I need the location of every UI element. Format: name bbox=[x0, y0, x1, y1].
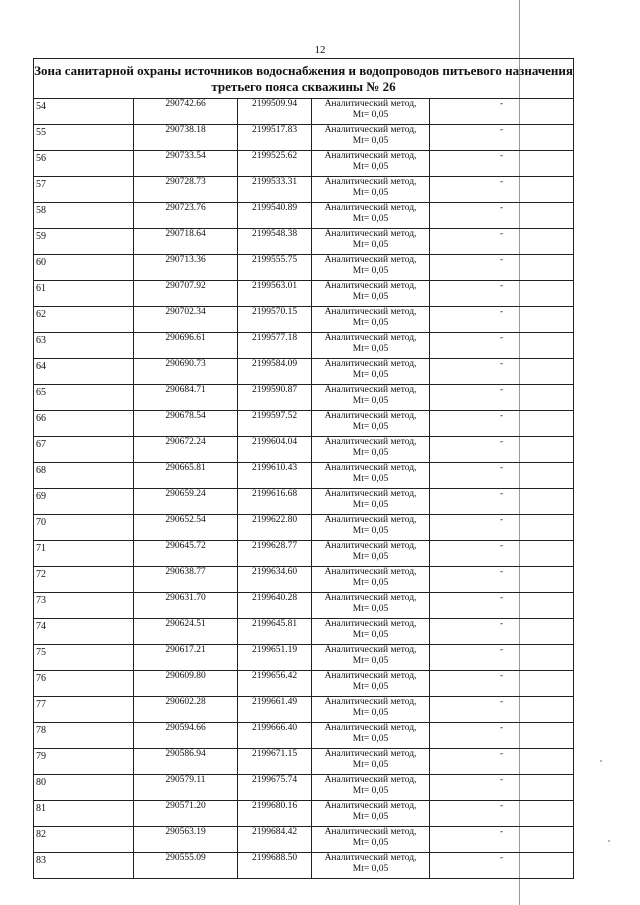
point-number: 54 bbox=[34, 99, 134, 125]
scan-speck bbox=[600, 760, 602, 762]
point-number: 60 bbox=[34, 255, 134, 281]
table-row bbox=[34, 723, 574, 749]
accuracy-text: Mt= 0,05 bbox=[352, 760, 389, 770]
coordinate-y: 2199684.42 bbox=[238, 827, 312, 853]
coordinate-y: 2199680.16 bbox=[238, 801, 312, 827]
coordinate-x: 290563.19 bbox=[134, 827, 238, 853]
coordinate-x: 290579.11 bbox=[134, 775, 238, 801]
coordinate-x: 290638.77 bbox=[134, 567, 238, 593]
coordinate-y: 2199610.43 bbox=[238, 463, 312, 489]
method-cell bbox=[312, 801, 430, 827]
coordinate-y: 2199675.74 bbox=[238, 775, 312, 801]
method-cell bbox=[312, 125, 430, 151]
method-cell bbox=[312, 697, 430, 723]
coordinate-y: 2199628.77 bbox=[238, 541, 312, 567]
note-cell: - bbox=[430, 463, 574, 489]
coordinate-y: 2199688.50 bbox=[238, 853, 312, 879]
note-cell: - bbox=[430, 541, 574, 567]
point-number: 58 bbox=[34, 203, 134, 229]
method-cell bbox=[312, 541, 430, 567]
method-cell bbox=[312, 723, 430, 749]
point-number: 57 bbox=[34, 177, 134, 203]
note-cell: - bbox=[430, 281, 574, 307]
accuracy-text: Mt= 0,05 bbox=[352, 344, 389, 354]
method-text: Аналитический метод, bbox=[324, 801, 417, 811]
coordinate-y: 2199517.83 bbox=[238, 125, 312, 151]
method-text: Аналитический метод, bbox=[324, 229, 417, 239]
note-cell: - bbox=[430, 203, 574, 229]
coordinates-table bbox=[33, 58, 574, 879]
note-cell: - bbox=[430, 723, 574, 749]
coordinate-y: 2199509.94 bbox=[238, 99, 312, 125]
table-row bbox=[34, 203, 574, 229]
method-text: Аналитический метод, bbox=[324, 723, 417, 733]
table-row bbox=[34, 671, 574, 697]
method-cell bbox=[312, 567, 430, 593]
coordinate-x: 290718.64 bbox=[134, 229, 238, 255]
coordinate-x: 290624.51 bbox=[134, 619, 238, 645]
method-text: Аналитический метод, bbox=[324, 645, 417, 655]
table-row bbox=[34, 229, 574, 255]
coordinate-x: 290594.66 bbox=[134, 723, 238, 749]
accuracy-text: Mt= 0,05 bbox=[352, 396, 389, 406]
note-cell: - bbox=[430, 853, 574, 879]
coordinate-y: 2199597.52 bbox=[238, 411, 312, 437]
method-text: Аналитический метод, bbox=[324, 151, 417, 161]
accuracy-text: Mt= 0,05 bbox=[352, 266, 389, 276]
table-row bbox=[34, 697, 574, 723]
coordinate-x: 290684.71 bbox=[134, 385, 238, 411]
coordinate-x: 290672.24 bbox=[134, 437, 238, 463]
method-cell bbox=[312, 645, 430, 671]
point-number: 79 bbox=[34, 749, 134, 775]
point-number: 75 bbox=[34, 645, 134, 671]
accuracy-text: Mt= 0,05 bbox=[352, 838, 389, 848]
accuracy-text: Mt= 0,05 bbox=[352, 422, 389, 432]
method-cell bbox=[312, 255, 430, 281]
note-cell: - bbox=[430, 619, 574, 645]
coordinate-y: 2199604.04 bbox=[238, 437, 312, 463]
coordinate-y: 2199661.49 bbox=[238, 697, 312, 723]
coordinate-x: 290678.54 bbox=[134, 411, 238, 437]
coordinate-y: 2199640.28 bbox=[238, 593, 312, 619]
coordinate-y: 2199634.60 bbox=[238, 567, 312, 593]
coordinate-y: 2199651.19 bbox=[238, 645, 312, 671]
accuracy-text: Mt= 0,05 bbox=[352, 240, 389, 250]
method-text: Аналитический метод, bbox=[324, 203, 417, 213]
point-number: 69 bbox=[34, 489, 134, 515]
note-cell: - bbox=[430, 307, 574, 333]
coordinate-y: 2199656.42 bbox=[238, 671, 312, 697]
coordinate-y: 2199570.15 bbox=[238, 307, 312, 333]
accuracy-text: Mt= 0,05 bbox=[352, 630, 389, 640]
method-text: Аналитический метод, bbox=[324, 671, 417, 681]
coordinate-x: 290707.92 bbox=[134, 281, 238, 307]
method-text: Аналитический метод, bbox=[324, 697, 417, 707]
coordinate-x: 290631.70 bbox=[134, 593, 238, 619]
method-cell bbox=[312, 229, 430, 255]
method-cell bbox=[312, 619, 430, 645]
accuracy-text: Mt= 0,05 bbox=[352, 786, 389, 796]
method-text: Аналитический метод, bbox=[324, 463, 417, 473]
accuracy-text: Mt= 0,05 bbox=[352, 474, 389, 484]
table-row bbox=[34, 775, 574, 801]
method-cell bbox=[312, 359, 430, 385]
note-cell: - bbox=[430, 359, 574, 385]
note-cell: - bbox=[430, 515, 574, 541]
point-number: 73 bbox=[34, 593, 134, 619]
point-number: 63 bbox=[34, 333, 134, 359]
coordinate-y: 2199577.18 bbox=[238, 333, 312, 359]
accuracy-text: Mt= 0,05 bbox=[352, 864, 389, 874]
coordinate-x: 290723.76 bbox=[134, 203, 238, 229]
table-row bbox=[34, 437, 574, 463]
accuracy-text: Mt= 0,05 bbox=[352, 500, 389, 510]
point-number: 78 bbox=[34, 723, 134, 749]
accuracy-text: Mt= 0,05 bbox=[352, 708, 389, 718]
point-number: 59 bbox=[34, 229, 134, 255]
point-number: 67 bbox=[34, 437, 134, 463]
note-cell: - bbox=[430, 333, 574, 359]
method-cell bbox=[312, 99, 430, 125]
table-row bbox=[34, 333, 574, 359]
point-number: 64 bbox=[34, 359, 134, 385]
method-cell bbox=[312, 151, 430, 177]
point-number: 61 bbox=[34, 281, 134, 307]
method-text: Аналитический метод, bbox=[324, 541, 417, 551]
method-text: Аналитический метод, bbox=[324, 567, 417, 577]
point-number: 72 bbox=[34, 567, 134, 593]
accuracy-text: Mt= 0,05 bbox=[352, 526, 389, 536]
coordinate-x: 290652.54 bbox=[134, 515, 238, 541]
table-row bbox=[34, 853, 574, 879]
note-cell: - bbox=[430, 125, 574, 151]
coordinate-x: 290738.18 bbox=[134, 125, 238, 151]
method-text: Аналитический метод, bbox=[324, 177, 417, 187]
table-row bbox=[34, 307, 574, 333]
coordinate-y: 2199563.01 bbox=[238, 281, 312, 307]
method-text: Аналитический метод, bbox=[324, 385, 417, 395]
accuracy-text: Mt= 0,05 bbox=[352, 682, 389, 692]
accuracy-text: Mt= 0,05 bbox=[352, 552, 389, 562]
point-number: 56 bbox=[34, 151, 134, 177]
coordinate-y: 2199555.75 bbox=[238, 255, 312, 281]
table-row bbox=[34, 515, 574, 541]
table-row bbox=[34, 411, 574, 437]
table-row bbox=[34, 359, 574, 385]
note-cell: - bbox=[430, 749, 574, 775]
note-cell: - bbox=[430, 437, 574, 463]
accuracy-text: Mt= 0,05 bbox=[352, 448, 389, 458]
method-text: Аналитический метод, bbox=[324, 593, 417, 603]
table-row bbox=[34, 151, 574, 177]
note-cell: - bbox=[430, 151, 574, 177]
page-number: 12 bbox=[314, 44, 326, 56]
note-cell: - bbox=[430, 99, 574, 125]
coordinate-y: 2199616.68 bbox=[238, 489, 312, 515]
method-cell bbox=[312, 671, 430, 697]
point-number: 74 bbox=[34, 619, 134, 645]
method-cell bbox=[312, 515, 430, 541]
accuracy-text: Mt= 0,05 bbox=[352, 318, 389, 328]
method-cell bbox=[312, 437, 430, 463]
method-text: Аналитический метод, bbox=[324, 281, 417, 291]
point-number: 71 bbox=[34, 541, 134, 567]
note-cell: - bbox=[430, 229, 574, 255]
coordinate-x: 290602.28 bbox=[134, 697, 238, 723]
coordinate-x: 290571.20 bbox=[134, 801, 238, 827]
accuracy-text: Mt= 0,05 bbox=[352, 110, 389, 120]
method-cell bbox=[312, 203, 430, 229]
coordinate-x: 290659.24 bbox=[134, 489, 238, 515]
accuracy-text: Mt= 0,05 bbox=[352, 734, 389, 744]
note-cell: - bbox=[430, 801, 574, 827]
point-number: 81 bbox=[34, 801, 134, 827]
table-row bbox=[34, 463, 574, 489]
accuracy-text: Mt= 0,05 bbox=[352, 292, 389, 302]
coordinate-x: 290702.34 bbox=[134, 307, 238, 333]
note-cell: - bbox=[430, 671, 574, 697]
table-row bbox=[34, 749, 574, 775]
accuracy-text: Mt= 0,05 bbox=[352, 370, 389, 380]
note-cell: - bbox=[430, 411, 574, 437]
coordinate-x: 290742.66 bbox=[134, 99, 238, 125]
coordinate-y: 2199590.87 bbox=[238, 385, 312, 411]
method-cell bbox=[312, 749, 430, 775]
table-row bbox=[34, 125, 574, 151]
table-row bbox=[34, 541, 574, 567]
table-row bbox=[34, 99, 574, 125]
point-number: 76 bbox=[34, 671, 134, 697]
table-row bbox=[34, 567, 574, 593]
note-cell: - bbox=[430, 385, 574, 411]
point-number: 77 bbox=[34, 697, 134, 723]
coordinate-x: 290665.81 bbox=[134, 463, 238, 489]
note-cell: - bbox=[430, 645, 574, 671]
method-cell bbox=[312, 489, 430, 515]
note-cell: - bbox=[430, 567, 574, 593]
accuracy-text: Mt= 0,05 bbox=[352, 162, 389, 172]
method-text: Аналитический метод, bbox=[324, 853, 417, 863]
table-title-row bbox=[34, 59, 574, 99]
method-cell bbox=[312, 411, 430, 437]
table-row bbox=[34, 827, 574, 853]
accuracy-text: Mt= 0,05 bbox=[352, 604, 389, 614]
point-number: 65 bbox=[34, 385, 134, 411]
coordinate-x: 290555.09 bbox=[134, 853, 238, 879]
note-cell: - bbox=[430, 775, 574, 801]
method-text: Аналитический метод, bbox=[324, 125, 417, 135]
method-text: Аналитический метод, bbox=[324, 749, 417, 759]
table-row bbox=[34, 281, 574, 307]
point-number: 55 bbox=[34, 125, 134, 151]
method-text: Аналитический метод, bbox=[324, 307, 417, 317]
accuracy-text: Mt= 0,05 bbox=[352, 656, 389, 666]
method-cell bbox=[312, 307, 430, 333]
table-title: Зона санитарной охраны источников водоснабжения и водопроводов питьевого назначения третьего пояса скважины № 26 bbox=[34, 59, 574, 99]
method-cell bbox=[312, 827, 430, 853]
point-number: 83 bbox=[34, 853, 134, 879]
table-row bbox=[34, 645, 574, 671]
accuracy-text: Mt= 0,05 bbox=[352, 188, 389, 198]
point-number: 70 bbox=[34, 515, 134, 541]
coordinate-y: 2199622.80 bbox=[238, 515, 312, 541]
method-text: Аналитический метод, bbox=[324, 515, 417, 525]
coordinate-x: 290728.73 bbox=[134, 177, 238, 203]
point-number: 80 bbox=[34, 775, 134, 801]
coordinate-x: 290690.73 bbox=[134, 359, 238, 385]
accuracy-text: Mt= 0,05 bbox=[352, 812, 389, 822]
accuracy-text: Mt= 0,05 bbox=[352, 214, 389, 224]
table-row bbox=[34, 385, 574, 411]
method-text: Аналитический метод, bbox=[324, 827, 417, 837]
coordinate-y: 2199548.38 bbox=[238, 229, 312, 255]
table-row bbox=[34, 593, 574, 619]
accuracy-text: Mt= 0,05 bbox=[352, 136, 389, 146]
table-row bbox=[34, 619, 574, 645]
point-number: 62 bbox=[34, 307, 134, 333]
coordinate-x: 290617.21 bbox=[134, 645, 238, 671]
method-text: Аналитический метод, bbox=[324, 775, 417, 785]
method-text: Аналитический метод, bbox=[324, 99, 417, 109]
coordinate-y: 2199671.15 bbox=[238, 749, 312, 775]
table-row bbox=[34, 489, 574, 515]
method-text: Аналитический метод, bbox=[324, 437, 417, 447]
coordinate-x: 290713.36 bbox=[134, 255, 238, 281]
note-cell: - bbox=[430, 489, 574, 515]
method-cell bbox=[312, 385, 430, 411]
method-text: Аналитический метод, bbox=[324, 359, 417, 369]
note-cell: - bbox=[430, 255, 574, 281]
coordinate-x: 290733.54 bbox=[134, 151, 238, 177]
table-body bbox=[34, 99, 574, 879]
accuracy-text: Mt= 0,05 bbox=[352, 578, 389, 588]
method-text: Аналитический метод, bbox=[324, 619, 417, 629]
coordinate-x: 290645.72 bbox=[134, 541, 238, 567]
method-cell bbox=[312, 177, 430, 203]
scan-speck bbox=[608, 840, 610, 842]
method-cell bbox=[312, 463, 430, 489]
point-number: 68 bbox=[34, 463, 134, 489]
note-cell: - bbox=[430, 177, 574, 203]
method-text: Аналитический метод, bbox=[324, 333, 417, 343]
coordinate-x: 290586.94 bbox=[134, 749, 238, 775]
method-text: Аналитический метод, bbox=[324, 411, 417, 421]
method-cell bbox=[312, 333, 430, 359]
method-text: Аналитический метод, bbox=[324, 255, 417, 265]
coordinate-y: 2199666.40 bbox=[238, 723, 312, 749]
table-row bbox=[34, 255, 574, 281]
coordinate-y: 2199584.09 bbox=[238, 359, 312, 385]
method-cell bbox=[312, 593, 430, 619]
point-number: 82 bbox=[34, 827, 134, 853]
method-cell bbox=[312, 853, 430, 879]
note-cell: - bbox=[430, 697, 574, 723]
coordinate-y: 2199533.31 bbox=[238, 177, 312, 203]
coordinate-y: 2199540.89 bbox=[238, 203, 312, 229]
table-row bbox=[34, 801, 574, 827]
method-cell bbox=[312, 281, 430, 307]
coordinate-x: 290609.80 bbox=[134, 671, 238, 697]
note-cell: - bbox=[430, 593, 574, 619]
coordinate-x: 290696.61 bbox=[134, 333, 238, 359]
note-cell: - bbox=[430, 827, 574, 853]
method-cell bbox=[312, 775, 430, 801]
coordinate-y: 2199645.81 bbox=[238, 619, 312, 645]
table-row bbox=[34, 177, 574, 203]
point-number: 66 bbox=[34, 411, 134, 437]
coordinate-y: 2199525.62 bbox=[238, 151, 312, 177]
method-text: Аналитический метод, bbox=[324, 489, 417, 499]
